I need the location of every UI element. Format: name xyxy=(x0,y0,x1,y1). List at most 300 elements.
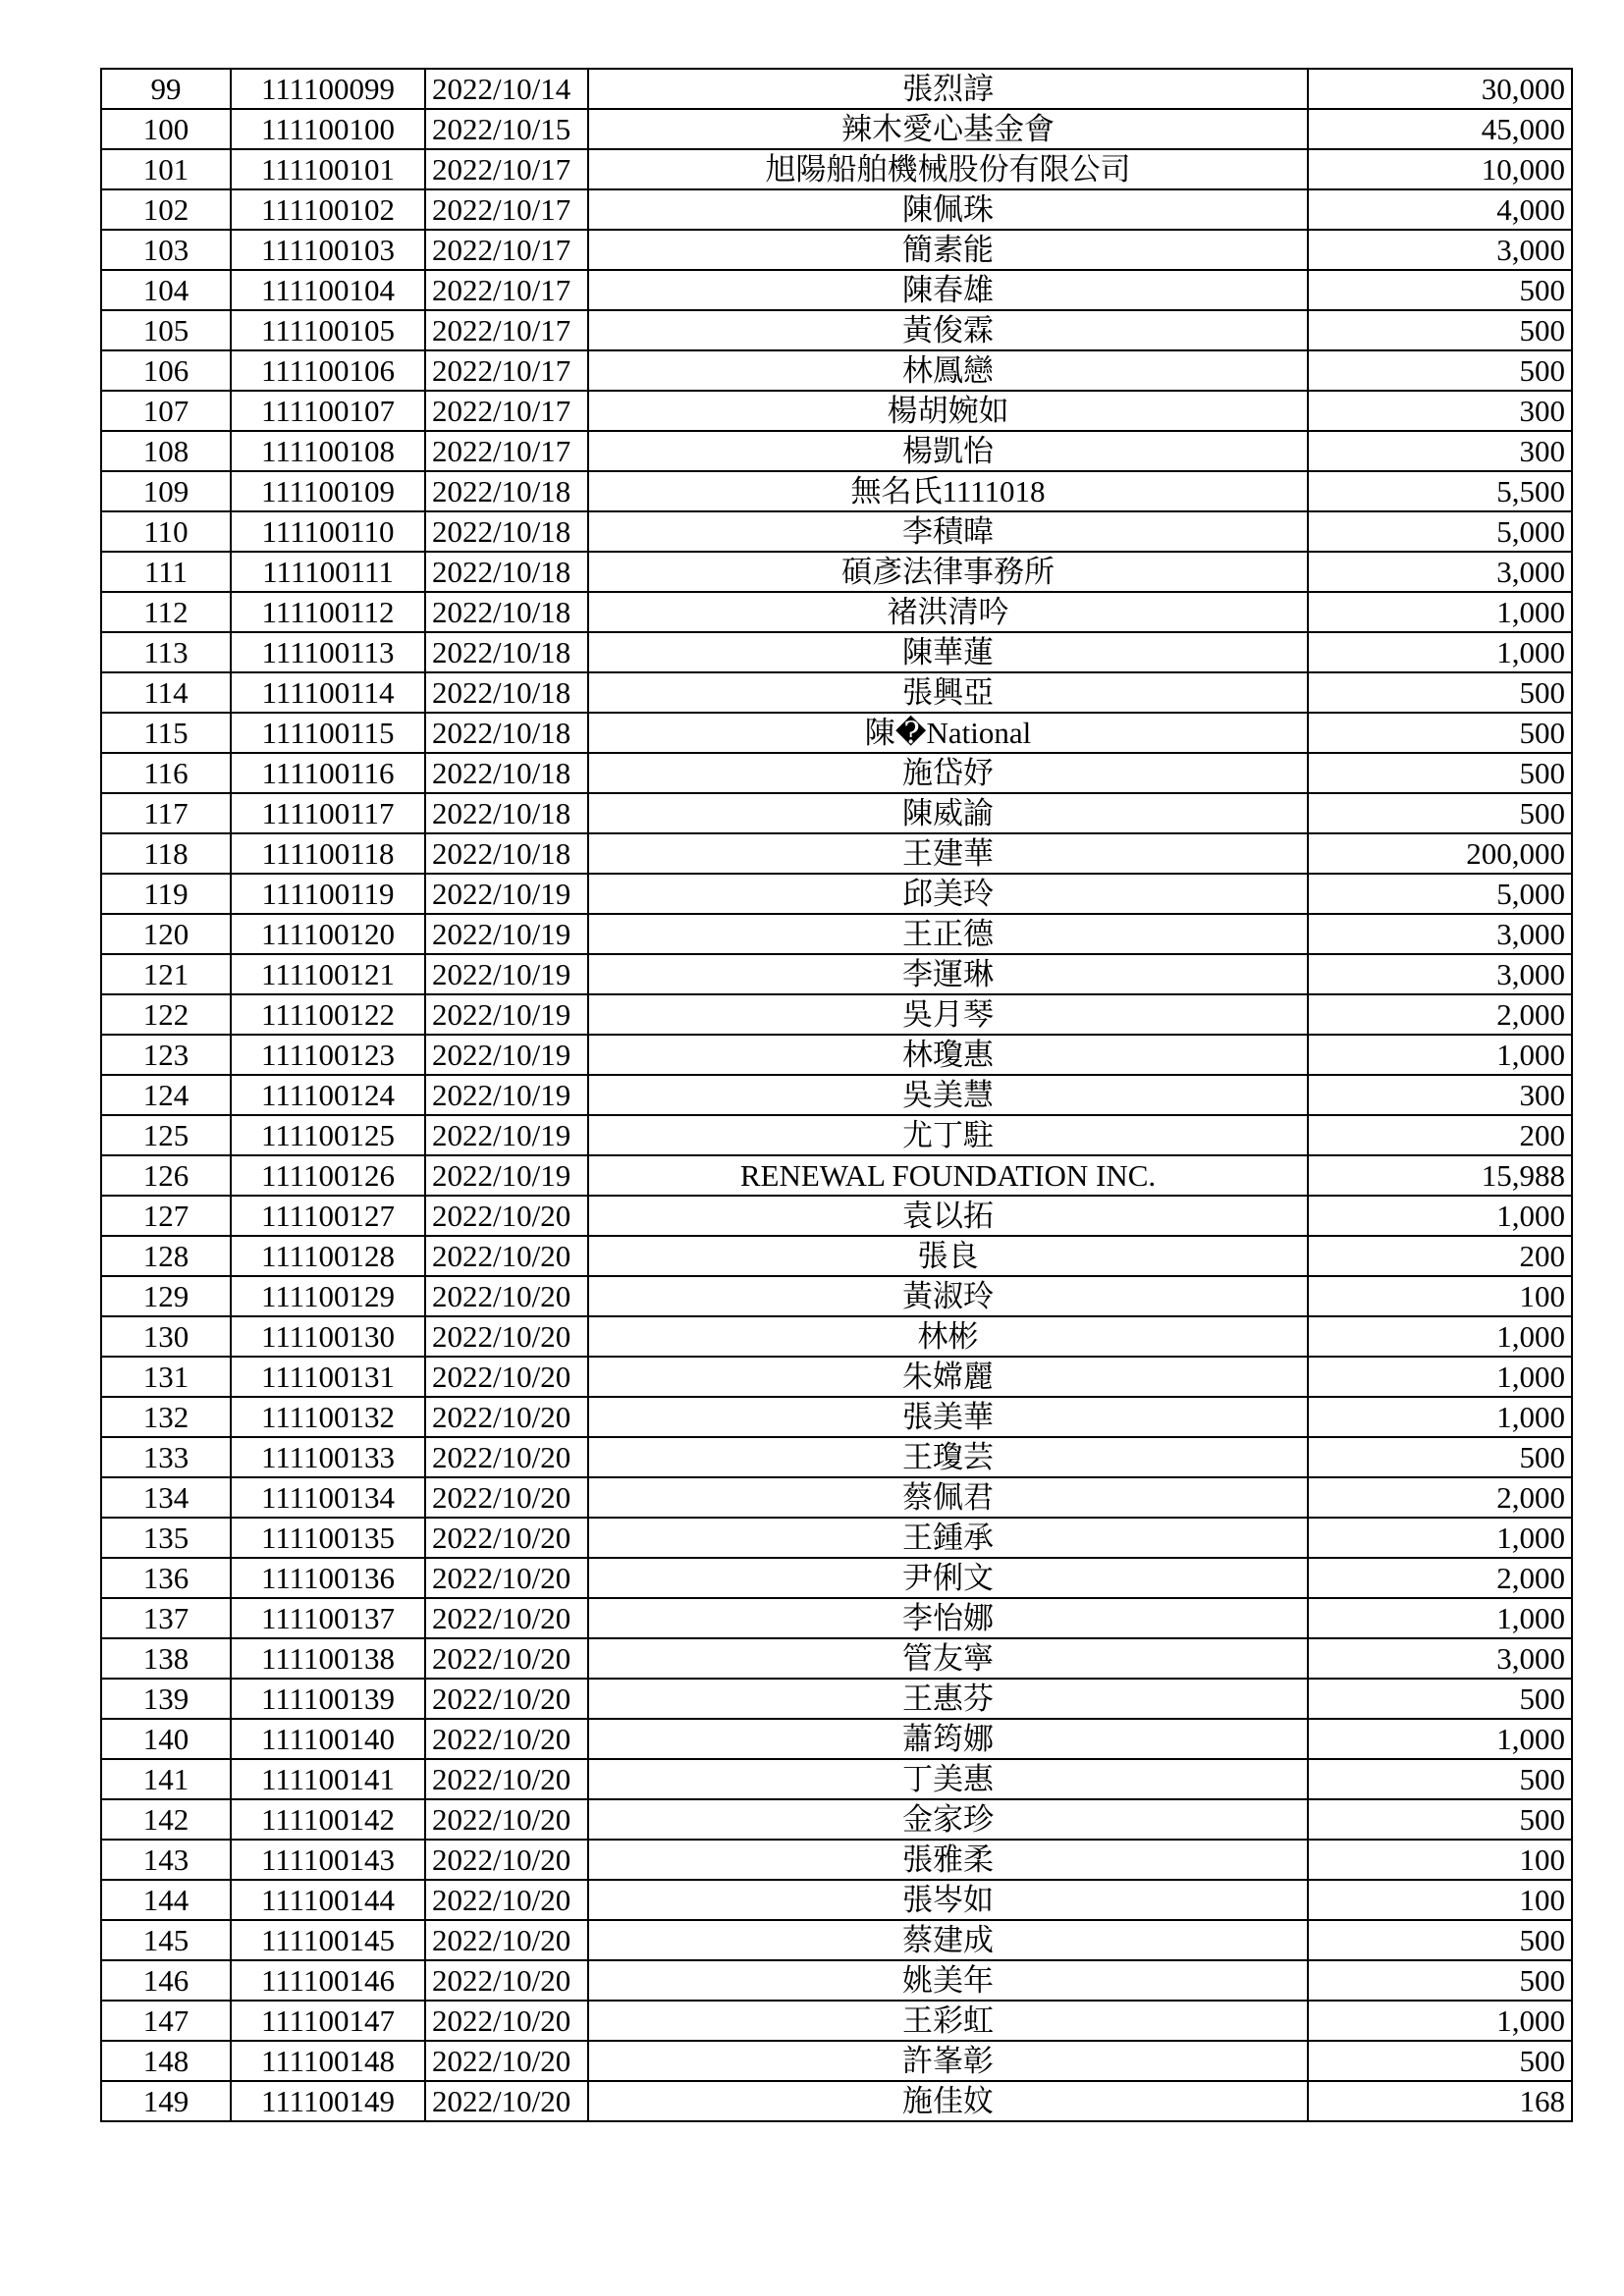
donation-date: 2022/10/17 xyxy=(425,391,588,431)
table-row xyxy=(101,1236,1572,1276)
row-number: 123 xyxy=(101,1035,231,1075)
donation-amount: 500 xyxy=(1308,793,1572,833)
donation-date: 2022/10/20 xyxy=(425,1236,588,1276)
table-row xyxy=(101,270,1572,310)
donor-name: 張岑如 xyxy=(588,1880,1308,1920)
donation-date: 2022/10/17 xyxy=(425,310,588,350)
receipt-number: 111100144 xyxy=(231,1880,425,1920)
donor-name: RENEWAL FOUNDATION INC. xyxy=(588,1155,1308,1196)
table-row xyxy=(101,672,1572,713)
donor-name: 褚洪清吟 xyxy=(588,592,1308,632)
row-number: 117 xyxy=(101,793,231,833)
receipt-number: 111100101 xyxy=(231,149,425,189)
donor-name: 無名氏1111018 xyxy=(588,471,1308,511)
row-number: 140 xyxy=(101,1719,231,1759)
donation-amount: 300 xyxy=(1308,1075,1572,1115)
table-row xyxy=(101,1397,1572,1437)
donation-amount: 1,000 xyxy=(1308,632,1572,672)
donor-name: 丁美惠 xyxy=(588,1759,1308,1799)
row-number: 136 xyxy=(101,1558,231,1598)
donation-amount: 1,000 xyxy=(1308,592,1572,632)
receipt-number: 111100114 xyxy=(231,672,425,713)
receipt-number: 111100115 xyxy=(231,713,425,753)
donor-name: 蕭筠娜 xyxy=(588,1719,1308,1759)
donation-amount: 5,000 xyxy=(1308,874,1572,914)
donation-amount: 30,000 xyxy=(1308,69,1572,109)
donor-name: 吳月琴 xyxy=(588,994,1308,1035)
receipt-number: 111100116 xyxy=(231,753,425,793)
row-number: 143 xyxy=(101,1840,231,1880)
row-number: 116 xyxy=(101,753,231,793)
donor-name: 王惠芬 xyxy=(588,1679,1308,1719)
donor-name: 陳威諭 xyxy=(588,793,1308,833)
donation-date: 2022/10/20 xyxy=(425,1276,588,1316)
donor-name: 李運琳 xyxy=(588,954,1308,994)
receipt-number: 111100129 xyxy=(231,1276,425,1316)
table-row xyxy=(101,511,1572,552)
donation-date: 2022/10/20 xyxy=(425,1477,588,1518)
receipt-number: 111100123 xyxy=(231,1035,425,1075)
donation-amount: 100 xyxy=(1308,1880,1572,1920)
receipt-number: 111100105 xyxy=(231,310,425,350)
donation-date: 2022/10/14 xyxy=(425,69,588,109)
donor-name: 楊凱怡 xyxy=(588,431,1308,471)
donation-amount: 200 xyxy=(1308,1115,1572,1155)
receipt-number: 111100148 xyxy=(231,2041,425,2081)
donor-name: 張興亞 xyxy=(588,672,1308,713)
donation-date: 2022/10/18 xyxy=(425,592,588,632)
row-number: 121 xyxy=(101,954,231,994)
donation-date: 2022/10/20 xyxy=(425,1196,588,1236)
table-row xyxy=(101,2081,1572,2121)
receipt-number: 111100143 xyxy=(231,1840,425,1880)
donation-date: 2022/10/20 xyxy=(425,2041,588,2081)
receipt-number: 111100139 xyxy=(231,1679,425,1719)
receipt-number: 111100102 xyxy=(231,189,425,230)
donation-date: 2022/10/19 xyxy=(425,1115,588,1155)
table-row xyxy=(101,310,1572,350)
receipt-number: 111100120 xyxy=(231,914,425,954)
row-number: 119 xyxy=(101,874,231,914)
donation-amount: 4,000 xyxy=(1308,189,1572,230)
donor-name: 辣木愛心基金會 xyxy=(588,109,1308,149)
receipt-number: 111100103 xyxy=(231,230,425,270)
table-row xyxy=(101,1679,1572,1719)
donor-name: 碩彥法律事務所 xyxy=(588,552,1308,592)
donor-name: 王正德 xyxy=(588,914,1308,954)
row-number: 120 xyxy=(101,914,231,954)
table-row xyxy=(101,1276,1572,1316)
table-row xyxy=(101,1719,1572,1759)
donor-name: 王建華 xyxy=(588,833,1308,874)
row-number: 102 xyxy=(101,189,231,230)
donor-name: 王鍾承 xyxy=(588,1518,1308,1558)
row-number: 128 xyxy=(101,1236,231,1276)
table-row xyxy=(101,1075,1572,1115)
receipt-number: 111100147 xyxy=(231,2001,425,2041)
donor-name: 尹俐文 xyxy=(588,1558,1308,1598)
table-row xyxy=(101,632,1572,672)
donor-name: 林彬 xyxy=(588,1316,1308,1357)
receipt-number: 111100111 xyxy=(231,552,425,592)
donation-date: 2022/10/18 xyxy=(425,793,588,833)
donation-date: 2022/10/19 xyxy=(425,994,588,1035)
receipt-number: 111100142 xyxy=(231,1799,425,1840)
donor-name: 施佳妏 xyxy=(588,2081,1308,2121)
table-row xyxy=(101,954,1572,994)
donation-amount: 500 xyxy=(1308,310,1572,350)
table-row xyxy=(101,592,1572,632)
receipt-number: 111100099 xyxy=(231,69,425,109)
donation-date: 2022/10/20 xyxy=(425,1558,588,1598)
receipt-number: 111100128 xyxy=(231,1236,425,1276)
table-row xyxy=(101,1960,1572,2001)
table-row xyxy=(101,391,1572,431)
donor-name: 施岱妤 xyxy=(588,753,1308,793)
receipt-number: 111100149 xyxy=(231,2081,425,2121)
receipt-number: 111100138 xyxy=(231,1638,425,1679)
row-number: 125 xyxy=(101,1115,231,1155)
receipt-number: 111100121 xyxy=(231,954,425,994)
donation-amount: 100 xyxy=(1308,1840,1572,1880)
donor-name: 林瓊惠 xyxy=(588,1035,1308,1075)
receipt-number: 111100110 xyxy=(231,511,425,552)
receipt-number: 111100108 xyxy=(231,431,425,471)
table-row xyxy=(101,793,1572,833)
donation-date: 2022/10/20 xyxy=(425,1638,588,1679)
receipt-number: 111100113 xyxy=(231,632,425,672)
row-number: 144 xyxy=(101,1880,231,1920)
receipt-number: 111100100 xyxy=(231,109,425,149)
donation-amount: 1,000 xyxy=(1308,1357,1572,1397)
receipt-number: 111100133 xyxy=(231,1437,425,1477)
donation-date: 2022/10/18 xyxy=(425,511,588,552)
donation-amount: 500 xyxy=(1308,1920,1572,1960)
donor-name: 陳華蓮 xyxy=(588,632,1308,672)
donation-amount: 2,000 xyxy=(1308,1477,1572,1518)
receipt-number: 111100126 xyxy=(231,1155,425,1196)
receipt-number: 111100112 xyxy=(231,592,425,632)
row-number: 104 xyxy=(101,270,231,310)
row-number: 147 xyxy=(101,2001,231,2041)
donation-amount: 1,000 xyxy=(1308,1719,1572,1759)
donation-amount: 15,988 xyxy=(1308,1155,1572,1196)
donation-amount: 3,000 xyxy=(1308,954,1572,994)
receipt-number: 111100141 xyxy=(231,1759,425,1799)
donor-name: 管友寧 xyxy=(588,1638,1308,1679)
donor-name: 吳美慧 xyxy=(588,1075,1308,1115)
donor-name: 簡素能 xyxy=(588,230,1308,270)
table-row xyxy=(101,109,1572,149)
donation-amount: 1,000 xyxy=(1308,1598,1572,1638)
table-row xyxy=(101,994,1572,1035)
donation-amount: 5,500 xyxy=(1308,471,1572,511)
receipt-number: 111100119 xyxy=(231,874,425,914)
donor-name: 蔡佩君 xyxy=(588,1477,1308,1518)
table-row xyxy=(101,833,1572,874)
donation-amount: 500 xyxy=(1308,1960,1572,2001)
donation-date: 2022/10/17 xyxy=(425,230,588,270)
donor-name: 朱嫦麗 xyxy=(588,1357,1308,1397)
donation-amount: 3,000 xyxy=(1308,552,1572,592)
row-number: 110 xyxy=(101,511,231,552)
donation-amount: 1,000 xyxy=(1308,1196,1572,1236)
donation-amount: 500 xyxy=(1308,350,1572,391)
receipt-number: 111100135 xyxy=(231,1518,425,1558)
row-number: 137 xyxy=(101,1598,231,1638)
donation-amount: 500 xyxy=(1308,2041,1572,2081)
row-number: 100 xyxy=(101,109,231,149)
donation-date: 2022/10/19 xyxy=(425,1035,588,1075)
receipt-number: 111100136 xyxy=(231,1558,425,1598)
row-number: 141 xyxy=(101,1759,231,1799)
receipt-number: 111100137 xyxy=(231,1598,425,1638)
row-number: 109 xyxy=(101,471,231,511)
donation-amount: 500 xyxy=(1308,1759,1572,1799)
table-row xyxy=(101,1920,1572,1960)
table-row xyxy=(101,1477,1572,1518)
donation-date: 2022/10/19 xyxy=(425,874,588,914)
donation-date: 2022/10/20 xyxy=(425,1397,588,1437)
donation-date: 2022/10/20 xyxy=(425,1518,588,1558)
donation-amount: 300 xyxy=(1308,431,1572,471)
row-number: 114 xyxy=(101,672,231,713)
donation-date: 2022/10/19 xyxy=(425,914,588,954)
donation-table xyxy=(100,68,1573,2122)
table-row xyxy=(101,1357,1572,1397)
row-number: 99 xyxy=(101,69,231,109)
receipt-number: 111100127 xyxy=(231,1196,425,1236)
donor-name: 張良 xyxy=(588,1236,1308,1276)
donation-amount: 2,000 xyxy=(1308,994,1572,1035)
receipt-number: 111100117 xyxy=(231,793,425,833)
row-number: 115 xyxy=(101,713,231,753)
donor-name: 金家珍 xyxy=(588,1799,1308,1840)
donor-name: 林鳳戀 xyxy=(588,350,1308,391)
donation-date: 2022/10/18 xyxy=(425,672,588,713)
table-row xyxy=(101,1638,1572,1679)
receipt-number: 111100109 xyxy=(231,471,425,511)
table-row xyxy=(101,1799,1572,1840)
row-number: 126 xyxy=(101,1155,231,1196)
donor-name: 王彩虹 xyxy=(588,2001,1308,2041)
row-number: 129 xyxy=(101,1276,231,1316)
receipt-number: 111100106 xyxy=(231,350,425,391)
donation-date: 2022/10/17 xyxy=(425,149,588,189)
donation-date: 2022/10/17 xyxy=(425,431,588,471)
row-number: 113 xyxy=(101,632,231,672)
row-number: 148 xyxy=(101,2041,231,2081)
row-number: 108 xyxy=(101,431,231,471)
donation-date: 2022/10/19 xyxy=(425,1075,588,1115)
donation-date: 2022/10/20 xyxy=(425,1759,588,1799)
donor-name: 王瓊芸 xyxy=(588,1437,1308,1477)
donor-name: 姚美年 xyxy=(588,1960,1308,2001)
donor-name: 張雅柔 xyxy=(588,1840,1308,1880)
table-row xyxy=(101,552,1572,592)
table-row xyxy=(101,69,1572,109)
table-row xyxy=(101,189,1572,230)
table-row xyxy=(101,1598,1572,1638)
receipt-number: 111100146 xyxy=(231,1960,425,2001)
table-row xyxy=(101,2041,1572,2081)
table-row xyxy=(101,1115,1572,1155)
row-number: 118 xyxy=(101,833,231,874)
donation-date: 2022/10/20 xyxy=(425,2081,588,2121)
donation-amount: 500 xyxy=(1308,672,1572,713)
table-row xyxy=(101,149,1572,189)
donation-date: 2022/10/15 xyxy=(425,109,588,149)
donation-date: 2022/10/18 xyxy=(425,833,588,874)
donation-date: 2022/10/20 xyxy=(425,1840,588,1880)
donor-name: 陳�National xyxy=(588,713,1308,753)
donation-amount: 200,000 xyxy=(1308,833,1572,874)
donor-name: 黃淑玲 xyxy=(588,1276,1308,1316)
table-row xyxy=(101,1437,1572,1477)
donation-amount: 200 xyxy=(1308,1236,1572,1276)
donation-date: 2022/10/20 xyxy=(425,1719,588,1759)
donation-amount: 1,000 xyxy=(1308,2001,1572,2041)
donation-date: 2022/10/19 xyxy=(425,954,588,994)
table-row xyxy=(101,753,1572,793)
donation-date: 2022/10/18 xyxy=(425,632,588,672)
donation-amount: 500 xyxy=(1308,1679,1572,1719)
donor-name: 旭陽船舶機械股份有限公司 xyxy=(588,149,1308,189)
table-row xyxy=(101,471,1572,511)
donation-amount: 500 xyxy=(1308,270,1572,310)
donor-name: 袁以拓 xyxy=(588,1196,1308,1236)
row-number: 134 xyxy=(101,1477,231,1518)
receipt-number: 111100104 xyxy=(231,270,425,310)
donor-name: 張烈諄 xyxy=(588,69,1308,109)
donation-amount: 1,000 xyxy=(1308,1397,1572,1437)
row-number: 111 xyxy=(101,552,231,592)
row-number: 106 xyxy=(101,350,231,391)
row-number: 107 xyxy=(101,391,231,431)
donation-amount: 3,000 xyxy=(1308,230,1572,270)
receipt-number: 111100124 xyxy=(231,1075,425,1115)
table-row xyxy=(101,713,1572,753)
table-row xyxy=(101,1155,1572,1196)
receipt-number: 111100134 xyxy=(231,1477,425,1518)
donor-name: 李怡娜 xyxy=(588,1598,1308,1638)
donation-date: 2022/10/17 xyxy=(425,270,588,310)
donation-date: 2022/10/18 xyxy=(425,552,588,592)
table-row xyxy=(101,230,1572,270)
receipt-number: 111100132 xyxy=(231,1397,425,1437)
donation-amount: 3,000 xyxy=(1308,914,1572,954)
donation-amount: 100 xyxy=(1308,1276,1572,1316)
donor-name: 邱美玲 xyxy=(588,874,1308,914)
donor-name: 陳春雄 xyxy=(588,270,1308,310)
table-row xyxy=(101,2001,1572,2041)
donation-date: 2022/10/18 xyxy=(425,471,588,511)
donation-date: 2022/10/20 xyxy=(425,1960,588,2001)
donation-date: 2022/10/20 xyxy=(425,1799,588,1840)
donor-name: 張美華 xyxy=(588,1397,1308,1437)
donation-amount: 1,000 xyxy=(1308,1035,1572,1075)
row-number: 142 xyxy=(101,1799,231,1840)
donation-date: 2022/10/19 xyxy=(425,1155,588,1196)
row-number: 139 xyxy=(101,1679,231,1719)
donation-date: 2022/10/17 xyxy=(425,189,588,230)
donor-name: 蔡建成 xyxy=(588,1920,1308,1960)
table-row xyxy=(101,1316,1572,1357)
row-number: 138 xyxy=(101,1638,231,1679)
donation-amount: 500 xyxy=(1308,753,1572,793)
row-number: 103 xyxy=(101,230,231,270)
donation-date: 2022/10/18 xyxy=(425,713,588,753)
donation-date: 2022/10/20 xyxy=(425,1437,588,1477)
row-number: 146 xyxy=(101,1960,231,2001)
table-row xyxy=(101,431,1572,471)
receipt-number: 111100145 xyxy=(231,1920,425,1960)
receipt-number: 111100125 xyxy=(231,1115,425,1155)
donation-date: 2022/10/20 xyxy=(425,1316,588,1357)
donation-table-body xyxy=(101,69,1572,2121)
donation-amount: 168 xyxy=(1308,2081,1572,2121)
row-number: 133 xyxy=(101,1437,231,1477)
table-row xyxy=(101,1880,1572,1920)
table-row xyxy=(101,1840,1572,1880)
donation-amount: 1,000 xyxy=(1308,1518,1572,1558)
donation-date: 2022/10/20 xyxy=(425,2001,588,2041)
row-number: 132 xyxy=(101,1397,231,1437)
table-row xyxy=(101,1759,1572,1799)
donation-date: 2022/10/18 xyxy=(425,753,588,793)
donation-date: 2022/10/20 xyxy=(425,1679,588,1719)
donation-amount: 3,000 xyxy=(1308,1638,1572,1679)
receipt-number: 111100107 xyxy=(231,391,425,431)
donation-amount: 1,000 xyxy=(1308,1316,1572,1357)
donation-amount: 10,000 xyxy=(1308,149,1572,189)
row-number: 105 xyxy=(101,310,231,350)
donor-name: 楊胡婉如 xyxy=(588,391,1308,431)
donation-amount: 500 xyxy=(1308,713,1572,753)
donor-name: 陳佩珠 xyxy=(588,189,1308,230)
row-number: 145 xyxy=(101,1920,231,1960)
table-row xyxy=(101,1518,1572,1558)
row-number: 130 xyxy=(101,1316,231,1357)
row-number: 112 xyxy=(101,592,231,632)
donation-amount: 300 xyxy=(1308,391,1572,431)
donor-name: 許峯彰 xyxy=(588,2041,1308,2081)
donor-name: 尤丁駐 xyxy=(588,1115,1308,1155)
table-row xyxy=(101,1196,1572,1236)
donation-date: 2022/10/20 xyxy=(425,1357,588,1397)
donation-amount: 45,000 xyxy=(1308,109,1572,149)
table-row xyxy=(101,350,1572,391)
donation-date: 2022/10/20 xyxy=(425,1880,588,1920)
table-row xyxy=(101,1035,1572,1075)
donation-amount: 5,000 xyxy=(1308,511,1572,552)
row-number: 131 xyxy=(101,1357,231,1397)
table-row xyxy=(101,1558,1572,1598)
row-number: 135 xyxy=(101,1518,231,1558)
receipt-number: 111100122 xyxy=(231,994,425,1035)
receipt-number: 111100131 xyxy=(231,1357,425,1397)
receipt-number: 111100118 xyxy=(231,833,425,874)
donation-amount: 500 xyxy=(1308,1799,1572,1840)
donation-date: 2022/10/17 xyxy=(425,350,588,391)
table-row xyxy=(101,874,1572,914)
table-row xyxy=(101,914,1572,954)
row-number: 127 xyxy=(101,1196,231,1236)
donor-name: 黃俊霖 xyxy=(588,310,1308,350)
donation-amount: 500 xyxy=(1308,1437,1572,1477)
row-number: 101 xyxy=(101,149,231,189)
row-number: 149 xyxy=(101,2081,231,2121)
